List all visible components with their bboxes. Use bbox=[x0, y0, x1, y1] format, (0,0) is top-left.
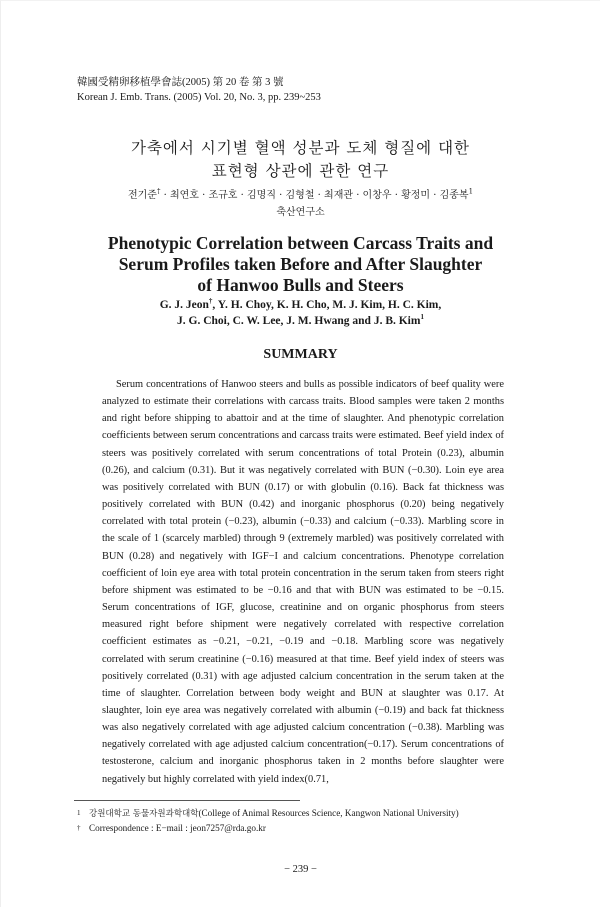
english-authors bbox=[1, 298, 600, 329]
footnote-text: (College of Animal Resources Science, Kangwon National University) bbox=[198, 807, 459, 818]
footnotes bbox=[77, 806, 600, 835]
journal-header bbox=[77, 75, 600, 105]
english-title-line-3: of Hanwoo Bulls and Steers bbox=[197, 275, 404, 295]
korean-author-rest: · 최연호 · 조규호 · 김명직 · 김형철 · 최재관 · 이창우 · 황정미 · 김종복 bbox=[160, 190, 469, 201]
english-title-line-1: Phenotypic Correlation between Carcass Traits and bbox=[107, 233, 494, 253]
dagger-mark: † bbox=[208, 297, 213, 306]
footnote-mark: 1 bbox=[77, 808, 81, 817]
footnote-text: Correspondence : E−mail : jeon7257@rda.go.kr bbox=[89, 822, 266, 833]
footnote-divider bbox=[74, 800, 300, 801]
dagger-mark: † bbox=[156, 187, 161, 196]
paper-page bbox=[1, 1, 600, 907]
korean-title bbox=[1, 137, 600, 183]
english-authors-line-1 bbox=[1, 298, 600, 314]
journal-line-korean: 韓國受精卵移植學會誌(2005) 第 20 卷 第 3 號 bbox=[77, 77, 284, 88]
affiliation-mark: 1 bbox=[420, 312, 424, 321]
journal-line-english: Korean J. Emb. Trans. (2005) Vol. 20, No. 3, pp. 239~253 bbox=[77, 92, 321, 103]
korean-title-line-2: 표현형 상관에 관한 연구 bbox=[211, 162, 390, 180]
english-title-line-2: Serum Profiles taken Before and After Slaughter bbox=[118, 254, 483, 274]
english-authors-line-2 bbox=[1, 314, 600, 330]
korean-author-first: 전기준 bbox=[127, 190, 157, 201]
summary-heading: SUMMARY bbox=[263, 347, 338, 362]
english-title bbox=[1, 233, 600, 296]
abstract-paragraph: Serum concentrations of Hanwoo steers and bulls as possible indicators of beef quality were analyzed to estimate their correlations with carcass traits. Blood samples were taken 2 months and right before shipping to abattoir and at the time of slaughter. And phenotypic correlation coefficients between serum concentrations and carcass traits were estimated. Beef yield index of steers was positively correlated with serum concentrations of total Protein (0.23), albumin (0.26), and calcium (0.31). But it was negatively correlated with BUN (−0.30). Loin eye area was positively correlated with BUN (0.17) or with globulin (0.16). Back fat thickness was positively correlated with BUN (0.42) and inorganic phosphorus (0.20) being negatively correlated with total protein (−0.23), albumin (−0.33) and calcium (−0.33). Marbling score in the scale of 1 (scarcely marbled) through 9 (extremely marbled) was positively correlated with BUN (0.28) and negatively with IGF−I and calcium concentrations. Phenotype correlation coefficient of loin eye area with total protein concentration in the serum taken from steers right before shipment was estimated to be −0.16 and that with BUN was estimated to be −0.15. Serum concentrations of IGF, glucose, creatinine and on organic phosphorus from steers measured right before shipment were negatively correlated with respective correlation coefficient estimates as −0.21, −0.21, −0.19 and −0.18. Marbling score was negatively correlated with serum creatinine (−0.16) measured at that time. Beef yield index of steers was positively correlated (0.31) with age adjusted calcium concentration in the serum taken at the time of slaughter. Correlation between body weight and BUN at slaughter was 0.17. At slaughter, loin eye area was negatively correlated with albumin (−0.19) and back fat thickness was also negatively correlated with age adjusted calcium concentration (−0.38). Marbling was negatively correlated with age adjusted calcium concentration(−0.17). Serum concentrations of testosterone, calcium and inorganic phosphorus taken in 2 months before slaughter were negatively but highly correlated with yield index(0.71, bbox=[102, 379, 504, 785]
korean-affiliation: 축산연구소 bbox=[276, 207, 325, 218]
korean-authors bbox=[1, 187, 600, 221]
english-authors-rest-2: J. G. Choi, C. W. Lee, J. M. Hwang and J. B. Kim bbox=[177, 314, 421, 327]
footnote-korean: 강원대학교 동물자원과학대학 bbox=[89, 808, 199, 819]
footnote-mark: † bbox=[77, 823, 81, 832]
page-number: − 239 − bbox=[284, 863, 317, 875]
footnote-correspondence bbox=[77, 821, 600, 835]
korean-title-line-1: 가축에서 시기별 혈액 성분과 도체 형질에 대한 bbox=[130, 139, 471, 157]
footnote-affiliation bbox=[77, 806, 600, 821]
english-authors-rest-1: , Y. H. Choy, K. H. Cho, M. J. Kim, H. C. Kim, bbox=[212, 299, 442, 311]
korean-author-list bbox=[1, 187, 600, 204]
english-author-first: G. J. Jeon bbox=[159, 299, 209, 311]
affiliation-mark: 1 bbox=[468, 187, 474, 196]
